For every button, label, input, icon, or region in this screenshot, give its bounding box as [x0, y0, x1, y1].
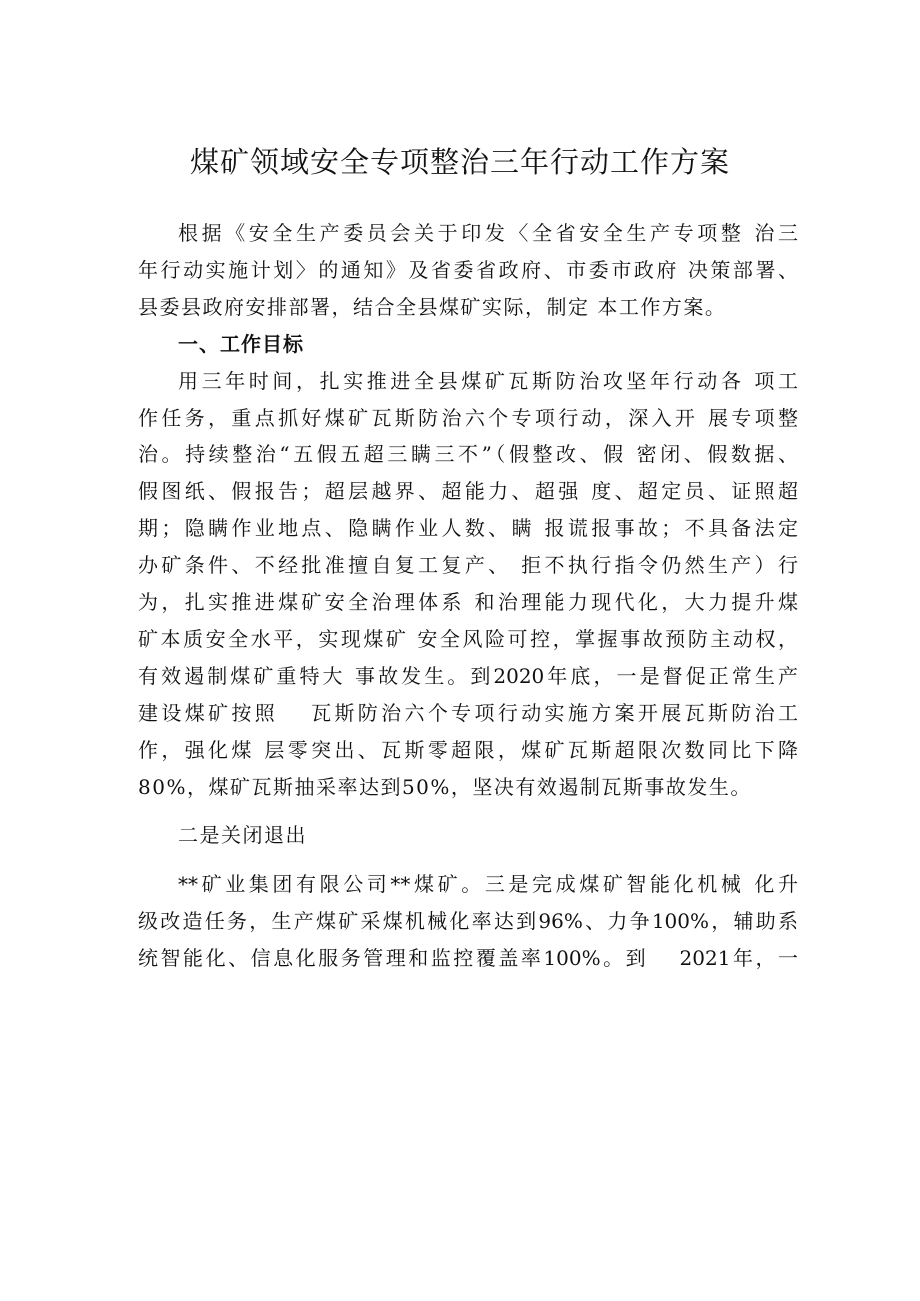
paragraph-line: 根据《安全生产委员会关于印发〈全省安全生产专项整 治三 [178, 221, 798, 245]
paragraph-line: 有效遏制煤矿重特大 事故发生。到2020年底，一是督促正常生产 [138, 663, 798, 688]
paragraph-line: 作任务，重点抓好煤矿瓦斯防治六个专项行动，深入开 展专项整 [138, 405, 798, 430]
paragraph-line: 县委县政府安排部署，结合全县煤矿实际，制定 本工作方案。 [138, 294, 727, 319]
paragraph-line: 用三年时间，扎实推进全县煤矿瓦斯防治攻坚年行动各 项工 [178, 368, 798, 393]
paragraph-line: 假图纸、假报告；超层越界、超能力、超强 度、超定员、证照超 [138, 479, 798, 504]
paragraph-line: 为，扎实推进煤矿安全治理体系 和治理能力现代化，大力提升煤 [138, 590, 798, 614]
paragraph-line: 建设煤矿按照 瓦斯防治六个专项行动实施方案开展瓦斯防治工 [138, 700, 798, 725]
document-title: 煤矿领域安全专项整治三年行动工作方案 [189, 145, 730, 179]
paragraph-line: 二是关闭退出 [178, 823, 307, 848]
paragraph-line: 期；隐瞒作业地点、隐瞒作业人数、瞒 报谎报事故；不具备法定 [138, 516, 798, 541]
paragraph-line: 80%，煤矿瓦斯抽采率达到50%，坚决有效遏制瓦斯事故发生。 [138, 774, 752, 799]
paragraph-line: 治。持续整治“五假五超三瞒三不”（假整改、假 密闭、假数据、 [138, 442, 798, 467]
paragraph-line: 办矿条件、不经批准擅自复工复产、 拒不执行指令仍然生产）行 [138, 553, 798, 578]
paragraph-line: 统智能化、信息化服务管理和监控覆盖率100%。到 2021年，一 [138, 946, 798, 971]
paragraph-line: 年行动实施计划〉的通知》及省委省政府、市委市政府 决策部署、 [138, 257, 798, 282]
section-heading: 一、工作目标 [178, 331, 304, 356]
paragraph-line: **矿业集团有限公司**煤矿。三是完成煤矿智能化机械 化升 [178, 872, 798, 897]
paragraph-line: 作，强化煤 层零突出、瓦斯零超限，煤矿瓦斯超限次数同比下降 [138, 737, 798, 762]
paragraph-line: 矿本质安全水平，实现煤矿 安全风险可控，掌握事故预防主动权， [138, 626, 798, 651]
paragraph-line: 级改造任务，生产煤矿采煤机械化率达到96%、力争100%，辅助系 [138, 909, 798, 934]
